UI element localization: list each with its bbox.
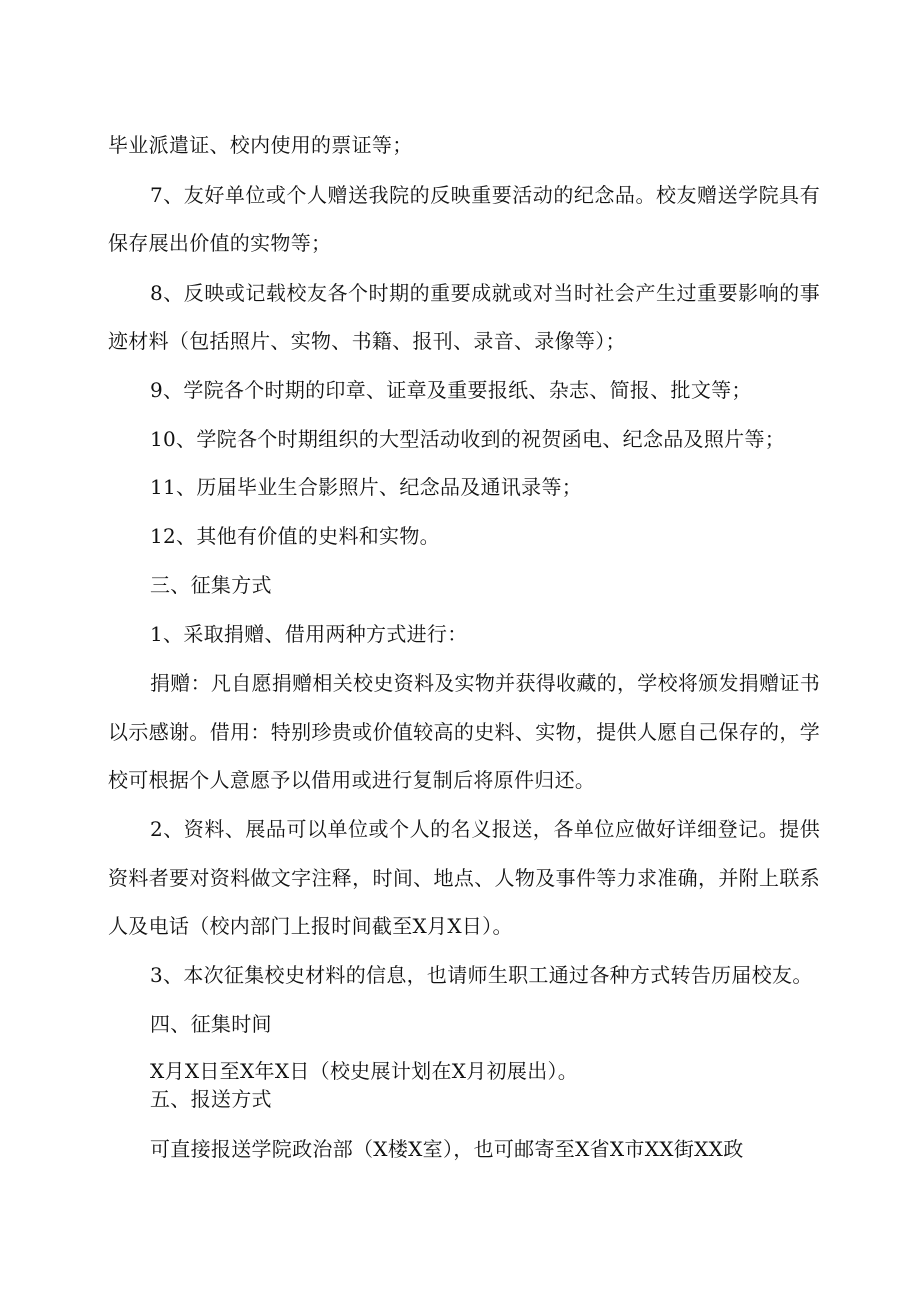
paragraph-line: 12、其他有价值的史料和实物。: [150, 524, 440, 548]
paragraph-line: 10、学院各个时期组织的大型活动收到的祝贺函电、纪念品及照片等；: [150, 427, 786, 451]
paragraph-line: 保存展出价值的实物等；: [108, 231, 332, 255]
paragraph-line: 11、历届毕业生合影照片、纪念品及通讯录等；: [150, 475, 583, 499]
paragraph-line: 2、资料、展品可以单位或个人的名义报送，各单位应做好详细登记。提供: [150, 817, 820, 841]
paragraph-line: 1、采取捐赠、借用两种方式进行：: [150, 622, 468, 646]
paragraph-line: 3、本次征集校史材料的信息，也请师生职工通过各种方式转告历届校友。: [150, 963, 813, 987]
paragraph-line: 7、友好单位或个人赠送我院的反映重要活动的纪念品。校友赠送学院具有: [150, 183, 820, 207]
paragraph-line: 人及电话（校内部门上报时间截至X月X日）。: [108, 914, 513, 938]
paragraph-line: 毕业派遣证、校内使用的票证等；: [108, 133, 413, 157]
paragraph-line: 资料者要对资料做文字注释，时间、地点、人物及事件等力求准确，并附上联系: [108, 866, 820, 890]
paragraph-line: 以示感谢。借用：特别珍贵或价值较高的史料、实物，提供人愿自己保存的，学: [108, 720, 820, 744]
paragraph-line: 迹材料（包括照片、实物、书籍、报刊、录音、录像等）；: [108, 329, 626, 353]
paragraph-line: 8、反映或记载校友各个时期的重要成就或对当时社会产生过重要影响的事: [150, 281, 820, 305]
paragraph-line: 捐赠：凡自愿捐赠相关校史资料及实物并获得收藏的，学校将颁发捐赠证书: [150, 671, 820, 695]
paragraph-line: X月X日至X年X日（校史展计划在X月初展出）。: [150, 1059, 579, 1083]
section-heading: 五、报送方式: [150, 1087, 272, 1111]
paragraph-line: 校可根据个人意愿予以借用或进行复制后将原件归还。: [108, 768, 596, 792]
paragraph-line: 9、学院各个时期的印章、证章及重要报纸、杂志、简报、批文等；: [150, 378, 752, 402]
paragraph-line: 可直接报送学院政治部（X楼X室），也可邮寄至X省X市XX街XX政: [150, 1137, 744, 1161]
section-heading: 三、征集方式: [150, 573, 272, 597]
section-heading: 四、征集时间: [150, 1012, 272, 1036]
